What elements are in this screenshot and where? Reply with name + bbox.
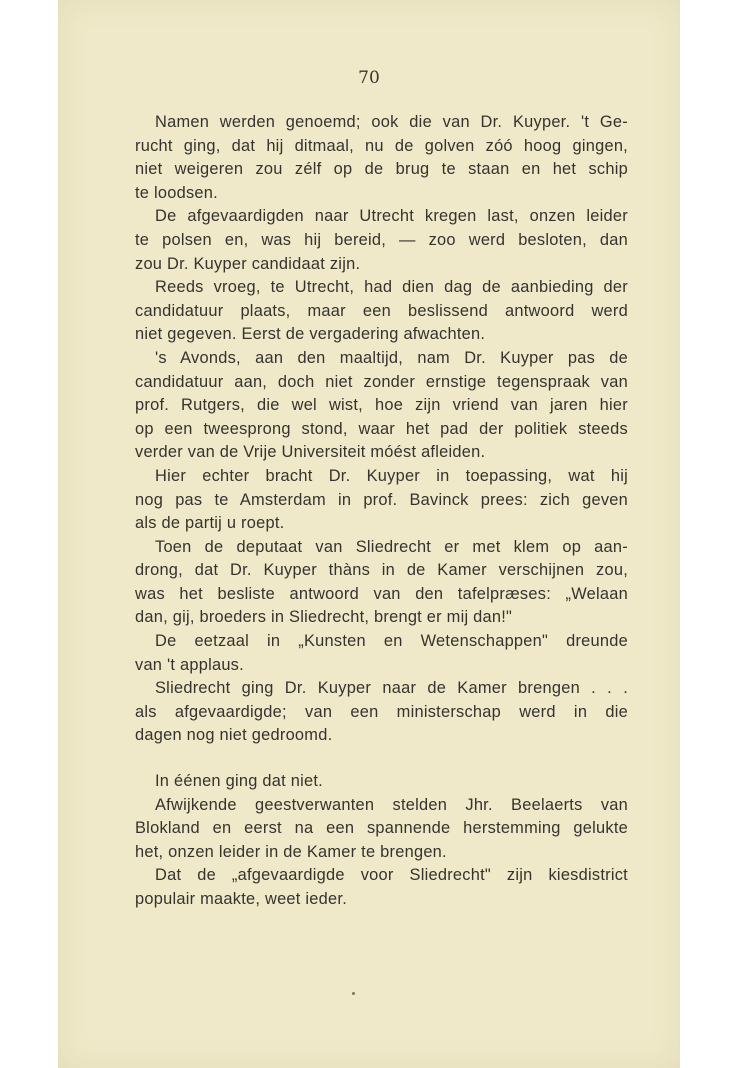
ink-speck <box>352 992 355 995</box>
text-line: was het besliste antwoord van den tafelpræses: „Welaan <box>135 584 628 603</box>
text-line: Reeds vroeg, te Utrecht, had dien dag de aanbieding der <box>155 278 628 297</box>
paragraph <box>135 630 628 677</box>
text-line: Hier echter bracht Dr. Kuyper in toepassing, wat hij <box>155 466 628 485</box>
section-one <box>135 111 628 748</box>
section-two <box>135 770 628 912</box>
text-line: verder van de Vrije Universiteit móést afleiden. <box>135 443 486 462</box>
text-line: als de partij u roept. <box>135 514 285 533</box>
paragraph <box>135 794 628 865</box>
page-number: 70 <box>358 68 380 88</box>
text-line: De eetzaal in „Kunsten en Wetenschappen" dreunde <box>155 632 628 651</box>
paragraph <box>135 864 628 911</box>
body-text <box>135 111 628 912</box>
paragraph <box>135 465 628 536</box>
text-line: Namen werden genoemd; ook die van Dr. Kuyper. 't Ge- <box>155 113 628 131</box>
text-line: candidatuur aan, doch niet zonder ernstige tegenspraak van <box>135 372 628 391</box>
text-line: Sliedrecht ging Dr. Kuyper naar de Kamer brengen . . . <box>155 679 628 698</box>
paragraph <box>135 111 628 205</box>
paragraph <box>135 205 628 276</box>
text-line: van 't applaus. <box>135 655 244 674</box>
text-line: In éénen ging dat niet. <box>155 772 323 791</box>
text-line: De afgevaardigden naar Utrecht kregen last, onzen leider <box>155 207 628 226</box>
text-line: rucht ging, dat hij ditmaal, nu de golven zóó hoog gingen, <box>135 136 628 155</box>
text-line: drong, dat Dr. Kuyper thàns in de Kamer verschijnen zou, <box>135 561 628 580</box>
text-line: op een tweesprong stond, waar het pad der politiek steeds <box>135 419 628 438</box>
paragraph <box>135 276 628 347</box>
section-break <box>135 748 628 770</box>
text-line: te polsen en, was hij bereid, — zoo werd besloten, dan <box>135 230 628 249</box>
paragraph <box>135 770 628 794</box>
text-line: prof. Rutgers, die wel wist, hoe zijn vriend van jaren hier <box>135 396 628 415</box>
text-line: dan, gij, broeders in Sliedrecht, brengt er mij dan!" <box>135 608 513 627</box>
text-line: zou Dr. Kuyper candidaat zijn. <box>135 254 361 273</box>
text-line: populair maakte, weet ieder. <box>135 890 348 908</box>
book-page <box>58 0 680 1068</box>
text-line: Toen de deputaat van Sliedrecht er met klem op aan- <box>155 537 628 556</box>
text-line: niet weigeren zou zélf op de brug te staan en het schip <box>135 160 628 179</box>
text-line: candidatuur plaats, maar een beslissend antwoord werd <box>135 301 628 320</box>
text-line: Afwijkende geestverwanten stelden Jhr. Beelaerts van <box>155 795 628 814</box>
text-line: Blokland en eerst na een spannende herstemming gelukte <box>135 819 628 838</box>
paragraph <box>135 347 628 465</box>
paragraph <box>135 677 628 748</box>
text-line: als afgevaardigde; van een ministerschap werd in die <box>135 702 628 721</box>
text-line: nog pas te Amsterdam in prof. Bavinck prees: zich geven <box>135 490 628 509</box>
text-line: Dat de „afgevaardigde voor Sliedrecht" zijn kiesdistrict <box>155 866 628 885</box>
paragraph <box>135 536 628 630</box>
text-line: het, onzen leider in de Kamer te brengen. <box>135 842 447 861</box>
text-line: niet gegeven. Eerst de vergadering afwachten. <box>135 325 486 344</box>
text-line: dagen nog niet gedroomd. <box>135 726 333 745</box>
text-line: te loodsen. <box>135 183 218 202</box>
text-line: 's Avonds, aan den maaltijd, nam Dr. Kuyper pas de <box>155 348 628 367</box>
